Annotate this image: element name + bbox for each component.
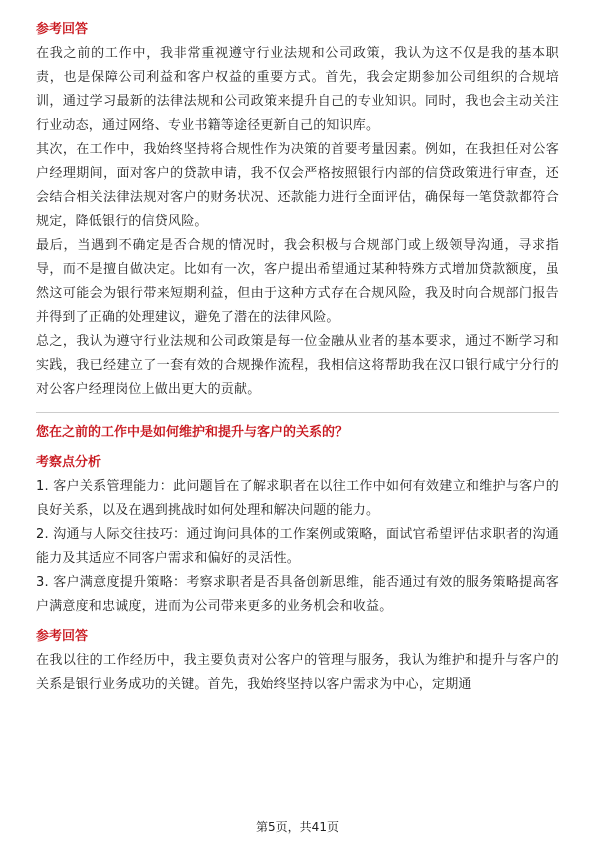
page-number: 第5页，共41页 [256,820,339,834]
analysis-item: 1. 客户关系管理能力：此问题旨在了解求职者在以往工作中如何有效建立和维护与客户的良好关系，以及在遇到挑战时如何处理和解决问题的能力。 [36,479,559,518]
answer-paragraph: 在我以往的工作经历中，我主要负责对公客户的管理与服务，我认为维护和提升与客户的关系是银行业务成功的关键。首先，我始终坚持以客户需求为中心，定期通 [36,653,559,692]
page-content [36,18,559,697]
section-heading-analysis: 考察点分析 [36,455,102,470]
answer-paragraph: 在我之前的工作中，我非常重视遵守行业法规和公司政策，我认为这不仅是我的基本职责，也是保障公司利益和客户权益的重要方式。首先，我会定期参加公司组织的合规培训，通过学习最新的法律法规和公司政策来提升自己的专业知识。同时，我也会主动关注行业动态，通过网络、专业书籍等途径更新自己的知识库。 [36,46,559,133]
answer-paragraph: 最后，当遇到不确定是否合规的情况时，我会积极与合规部门或上级领导沟通，寻求指导，而不是擅自做决定。比如有一次，客户提出希望通过某种特殊方式增加贷款额度，虽然这可能会为银行带来短期利益，但由于这种方式存在合规风险，我及时向合规部门报告并得到了正确的处理建议，避免了潜在的法律风险。 [36,238,559,325]
answer-paragraph: 其次，在工作中，我始终坚持将合规性作为决策的首要考量因素。例如，在我担任对公客户经理期间，面对客户的贷款申请，我不仅会严格按照银行内部的信贷政策进行审查，还会结合相关法律法规对客户的财务状况、还款能力进行全面评估，确保每一笔贷款都符合规定，降低银行的信贷风险。 [36,142,559,229]
answer-paragraph: 总之，我认为遵守行业法规和公司政策是每一位金融从业者的基本要求，通过不断学习和实践，我已经建立了一套有效的合规操作流程，我相信这将帮助我在汉口银行咸宁分行的对公客户经理岗位上做出更大的贡献。 [36,334,559,397]
section-heading-reference-answer: 参考回答 [36,22,89,37]
analysis-item: 3. 客户满意度提升策略：考察求职者是否具备创新思维，能否通过有效的服务策略提高客户满意度和忠诚度，进而为公司带来更多的业务机会和收益。 [36,575,559,614]
section-heading-reference-answer: 参考回答 [36,629,89,644]
section-divider [36,412,559,413]
analysis-item: 2. 沟通与人际交往技巧：通过询问具体的工作案例或策略，面试官希望评估求职者的沟通能力及其适应不同客户需求和偏好的灵活性。 [36,527,559,566]
interview-question: 您在之前的工作中是如何维护和提升与客户的关系的？ [36,425,349,440]
